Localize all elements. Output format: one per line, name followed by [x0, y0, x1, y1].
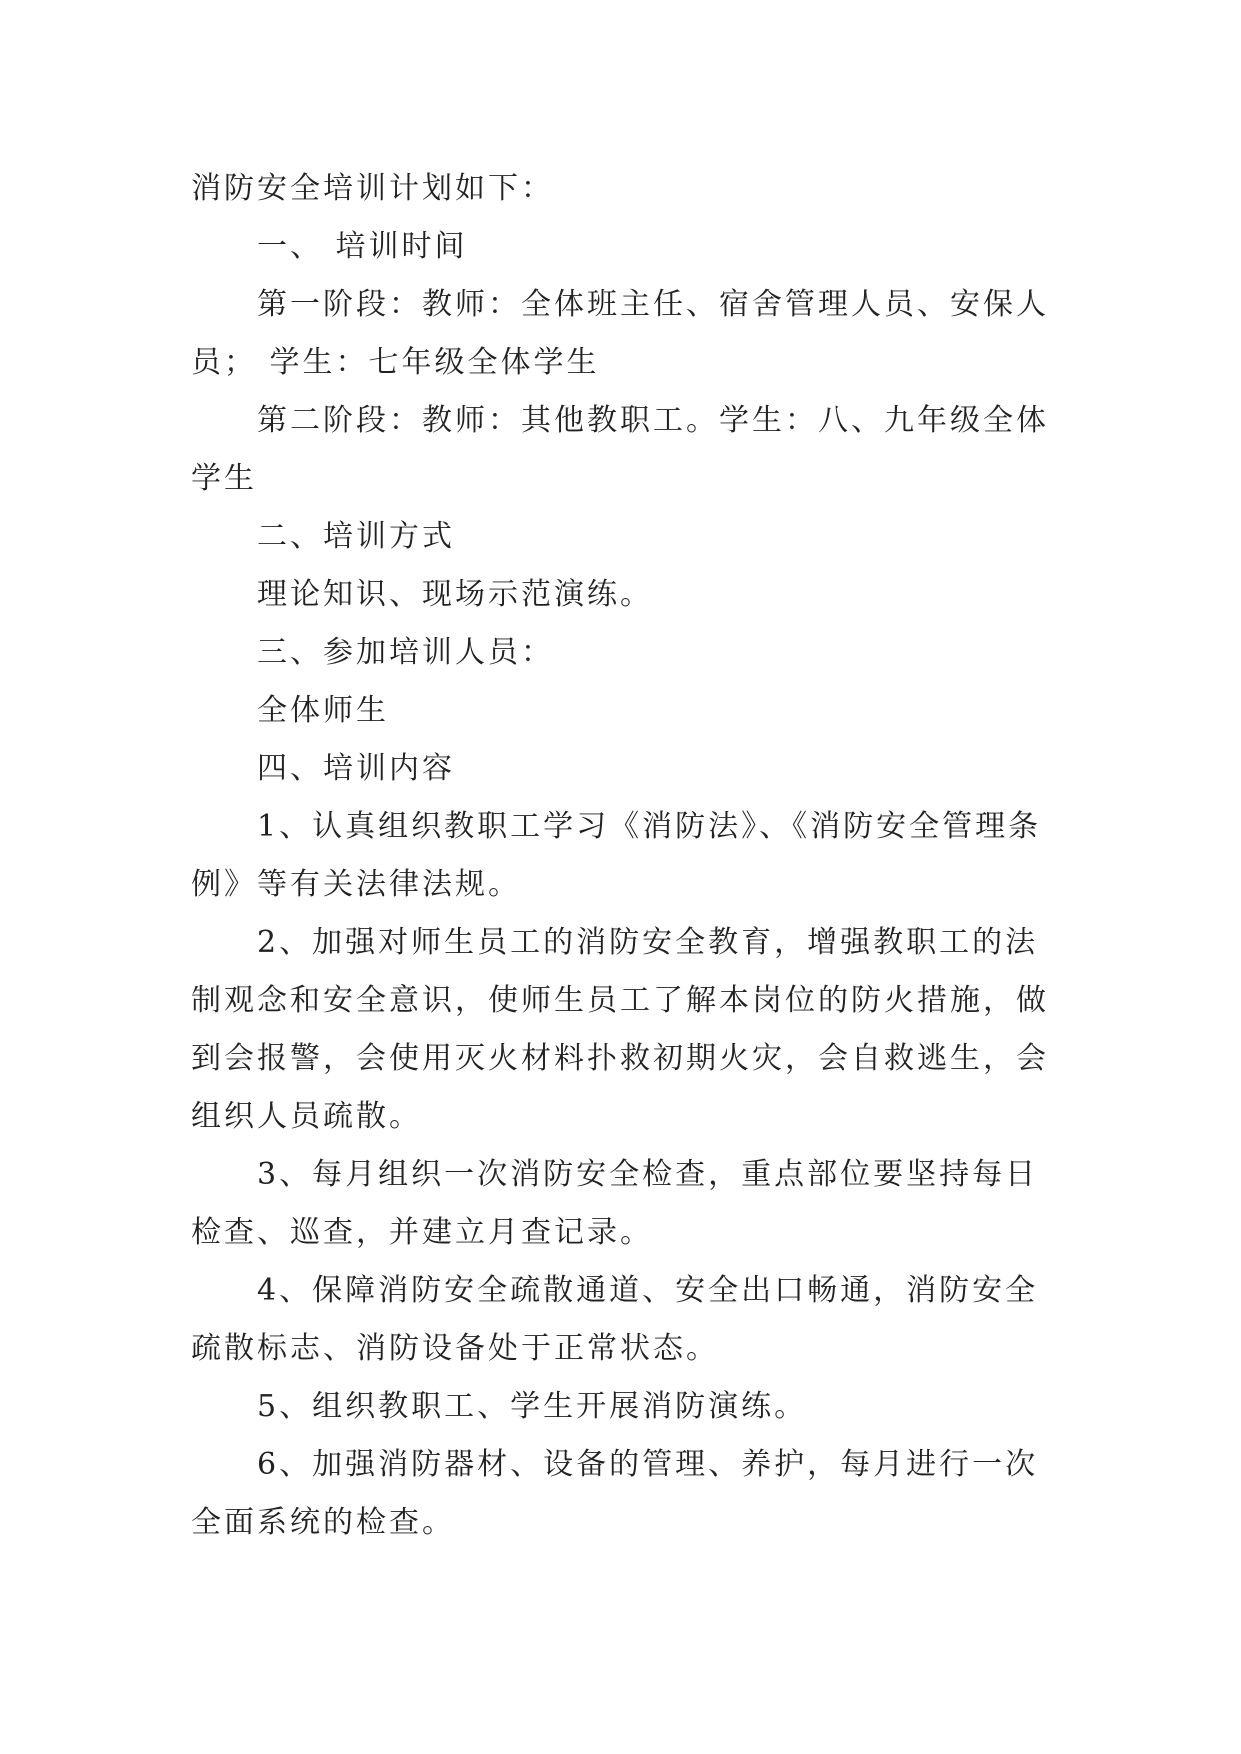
content-item-5: 5、组织教职工、学生开展消防演练。 [257, 1389, 808, 1424]
content-item-4: 4、保障消防安全疏散通道、安全出口畅通，消防安全疏散标志、消防设备处于正常状态。 [191, 1273, 1039, 1366]
content-item-3: 3、每月组织一次消防安全检查，重点部位要坚持每日检查、巡查，并建立月查记录。 [191, 1157, 1039, 1250]
content-item-6: 6、加强消防器材、设备的管理、养护，每月进行一次全面系统的检查。 [191, 1447, 1039, 1540]
content-item-1: 1、认真组织教职工学习《消防法》、《消防安全管理条例》等有关法律法规。 [191, 809, 1042, 902]
intro-paragraph: 消防安全培训计划如下： [191, 171, 554, 206]
document-body [191, 160, 1051, 1552]
paragraph-phase-one: 第一阶段：教师：全体班主任、宿舍管理人员、安保人员； 学生：七年级全体学生 [191, 287, 1049, 380]
paragraph-phase-two: 第二阶段：教师：其他教职工。学生：八、九年级全体学生 [191, 403, 1049, 496]
content-item-2: 2、加强对师生员工的消防安全教育，增强教职工的法制观念和安全意识，使师生员工了解本岗位的防火措施，做到会报警，会使用灭火材料扑救初期火灾，会自救逃生，会组织人员疏散。 [191, 925, 1049, 1134]
paragraph-training-method: 理论知识、现场示范演练。 [257, 577, 653, 612]
section-heading-participants: 三、参加培训人员： [257, 635, 554, 670]
section-heading-training-time: 一、 培训时间 [257, 229, 468, 264]
section-heading-training-content: 四、培训内容 [257, 751, 455, 786]
section-heading-training-method: 二、培训方式 [257, 519, 455, 554]
paragraph-participants: 全体师生 [257, 693, 389, 728]
